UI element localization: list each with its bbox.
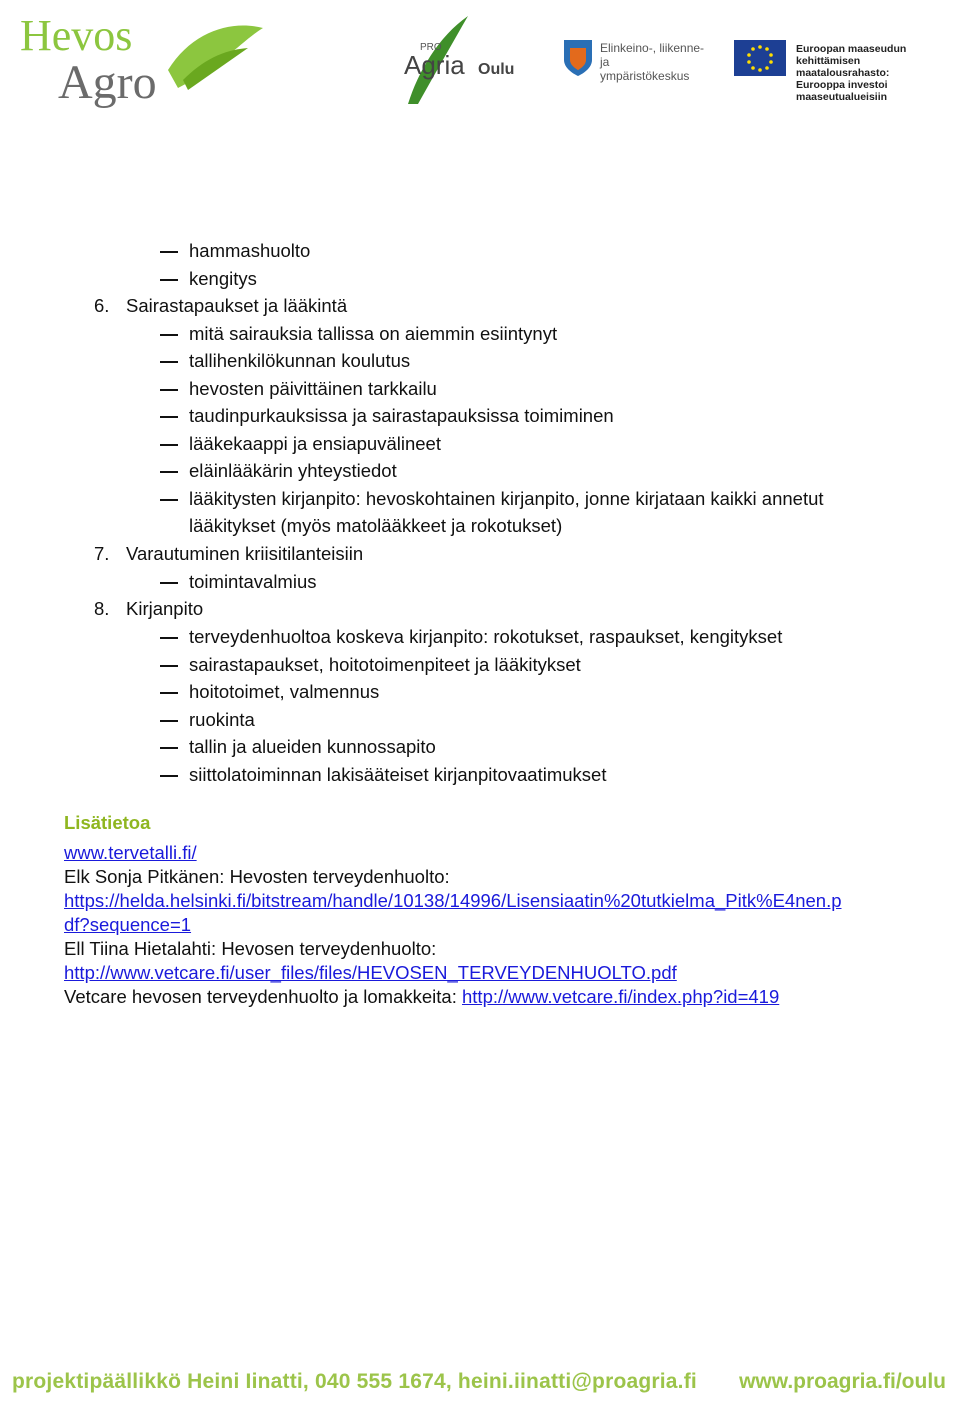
bullet-dash (160, 692, 178, 694)
reference-text: Ell Tiina Hietalahti: Hevosen terveydenhuolto: (64, 938, 437, 959)
list-item: kengitys (189, 268, 257, 289)
ely-text (600, 41, 710, 83)
bullet-dash (160, 720, 178, 722)
hevos-agro-logo (18, 10, 268, 110)
bullet-dash (160, 471, 178, 473)
agro-logo-text: Agro (58, 56, 157, 109)
vetcare-pdf-link[interactable]: http://www.vetcare.fi/user_files/files/HEVOSEN_TERVEYDENHUOLTO.pdf (64, 962, 677, 983)
list-item: hammashuolto (189, 240, 311, 261)
proagria-region-text: Oulu (478, 61, 515, 78)
ely-centre-logo (560, 38, 710, 82)
section-number: 6. (94, 295, 110, 316)
list-item: sairastapaukset, hoitotoimenpiteet ja lääkitykset (189, 654, 581, 675)
bullet-dash (160, 361, 178, 363)
section-number: 8. (94, 598, 110, 619)
bullet-dash (160, 747, 178, 749)
list-item: lääkekaappi ja ensiapuvälineet (189, 433, 441, 454)
footer-contact: projektipäällikkö Heini Iinatti, 040 555 1674, heini.iinatti@proagria.fi (12, 1370, 697, 1393)
proagria-name-text: Agria (404, 50, 465, 80)
list-item: taudinpurkauksissa ja sairastapauksissa toimiminen (189, 405, 614, 426)
eu-text-line1: Euroopan maaseudun (796, 43, 907, 55)
hevos-logo-text: Hevos (20, 11, 133, 60)
reference-text: Elk Sonja Pitkänen: Hevosten terveydenhuolto: (64, 866, 450, 887)
helda-thesis-link-continuation[interactable]: df?sequence=1 (64, 914, 192, 935)
list-item: toimintavalmius (189, 571, 317, 592)
bullet-dash (160, 389, 178, 391)
eu-text-line3: Eurooppa investoi maaseutualueisiin (796, 79, 888, 103)
list-item: hevosten päivittäinen tarkkailu (189, 378, 437, 399)
proagria-logo (398, 12, 528, 107)
eu-flag-icon (734, 40, 786, 76)
list-item: tallihenkilökunnan koulutus (189, 350, 411, 371)
ely-text-line2: ympäristökeskus (600, 69, 690, 83)
list-item: siittolatoiminnan lakisääteiset kirjanpitovaatimukset (189, 764, 607, 785)
bullet-dash (160, 334, 178, 336)
list-item: terveydenhuoltoa koskeva kirjanpito: rokotukset, raspaukset, kengitykset (189, 626, 783, 647)
ely-emblem-icon (560, 38, 596, 78)
tervetalli-link[interactable]: www.tervetalli.fi/ (64, 842, 197, 863)
list-item: tallin ja alueiden kunnossapito (189, 736, 436, 757)
page-header (0, 0, 960, 120)
bullet-dash (160, 499, 178, 501)
list-item: eläinlääkärin yhteystiedot (189, 460, 397, 481)
list-item: hoitotoimet, valmennus (189, 681, 380, 702)
eu-text-line2: kehittämisen maatalousrahasto: (796, 55, 890, 79)
section-number: 7. (94, 543, 110, 564)
list-item: ruokinta (189, 709, 255, 730)
bullet-dash (160, 416, 178, 418)
helda-thesis-link[interactable]: https://helda.helsinki.fi/bitstream/handle/10138/14996/Lisensiaatin%20tutkielma_Pitk%E4nen.p (64, 890, 842, 911)
list-item-continuation: lääkitykset (myös matolääkkeet ja rokotukset) (189, 515, 563, 536)
eu-text (796, 43, 956, 103)
section-title: Varautuminen kriisitilanteisiin (126, 543, 364, 564)
bullet-dash (160, 665, 178, 667)
proagria-pro-text: PRO (420, 42, 442, 53)
bullet-dash (160, 637, 178, 639)
reference-text: Vetcare hevosen terveydenhuolto ja lomakkeita: (64, 986, 462, 1007)
bullet-dash (160, 775, 178, 777)
vetcare-index-link[interactable]: http://www.vetcare.fi/index.php?id=419 (462, 986, 780, 1007)
section-title: Kirjanpito (126, 598, 204, 619)
list-item: lääkitysten kirjanpito: hevoskohtainen kirjanpito, jonne kirjataan kaikki annetut (189, 488, 824, 509)
bullet-dash (160, 279, 178, 281)
ely-text-line1: Elinkeino-, liikenne- ja (600, 41, 705, 69)
eu-fund-logo (734, 40, 956, 103)
more-info-heading: Lisätietoa (64, 812, 151, 833)
bullet-dash (160, 251, 178, 253)
section-title: Sairastapaukset ja lääkintä (126, 295, 348, 316)
list-item: mitä sairauksia tallissa on aiemmin esiintynyt (189, 323, 558, 344)
footer-website[interactable]: www.proagria.fi/oulu (739, 1370, 946, 1393)
bullet-dash (160, 582, 178, 584)
bullet-dash (160, 444, 178, 446)
